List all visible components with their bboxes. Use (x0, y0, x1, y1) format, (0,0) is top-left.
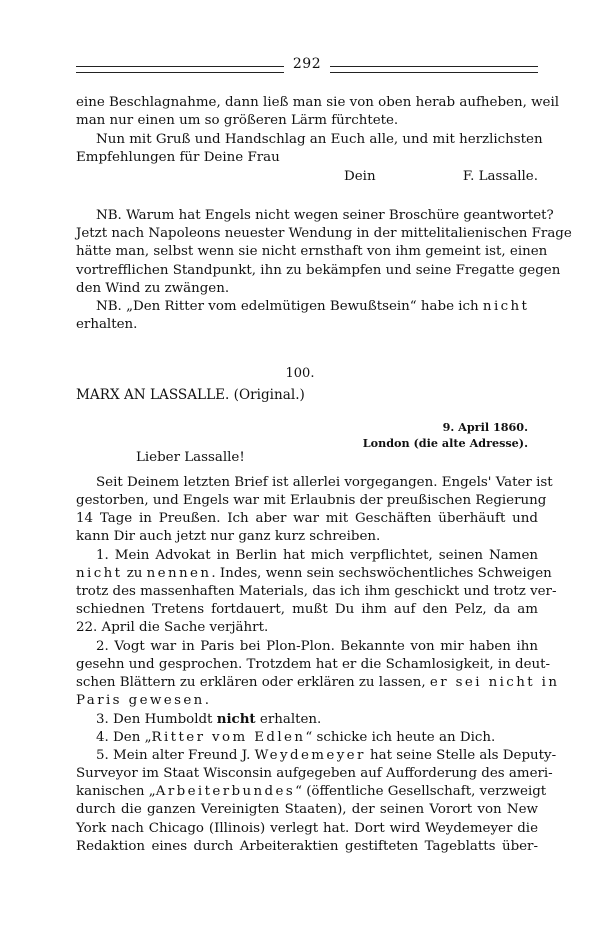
page-number: 292 (292, 56, 322, 72)
text-line: York nach Chicago (Illinois) verlegt hat. Dort wird Weydemeyer die (76, 821, 538, 836)
letter-date: 9. April 1860. (442, 420, 528, 434)
text-line: NB. Warum hat Engels nicht wegen seiner Broschüre geantwortet? (96, 208, 554, 223)
closing-dein: Dein (344, 169, 376, 184)
text-line: Redaktion eines durch Arbeiteraktien gestifteten Tageblatts über- (76, 839, 538, 854)
signature: F. Lassalle. (462, 169, 538, 184)
spaced-phrase: Ritter vom Edlen (151, 730, 306, 745)
letter-place: London (die alte Adresse). (362, 436, 528, 450)
text-line: kanischen „Arbeiterbundes“ (öffentliche Gesellschaft, verzweigt (76, 784, 547, 799)
spaced-phrase: Paris gewesen. (76, 693, 212, 708)
text-line: Jetzt nach Napoleons neuester Wendung in der mittelitalienischen Frage (76, 226, 572, 241)
text-line: trotz des massenhaften Materials, das ich ihm geschickt und trotz ver- (76, 584, 557, 599)
letter-title: MARX AN LASSALLE. (Original.) (76, 387, 305, 403)
text-line: 5. Mein alter Freund J. Weydemeyer hat seine Stelle als Deputy- (96, 748, 557, 763)
spaced-word: nicht (482, 299, 530, 314)
text-line: 14 Tage in Preußen. Ich aber war mit Geschäften überhäuft und (76, 511, 538, 526)
text-line: eine Beschlagnahme, dann ließ man sie von oben herab aufheben, weil (76, 95, 560, 110)
spaced-word: Weydemeyer (254, 748, 366, 763)
text-line: hätte man, selbst wenn sie nicht ernsthaft von ihm gemeint ist, einen (76, 244, 548, 259)
text-line: gesehn und gesprochen. Trotzdem hat er die Schamlosigkeit, in deut- (76, 657, 551, 672)
text-line: Surveyor im Staat Wisconsin aufgegeben auf Aufforderung des ameri- (76, 766, 553, 781)
text-line: Nun mit Gruß und Handschlag an Euch alle, und mit herzlichsten (96, 132, 543, 147)
text-line: man nur einen um so größeren Lärm fürchtete. (76, 113, 399, 128)
header-rule-right (330, 66, 538, 73)
text-line: schen Blättern zu erklären oder erklären zu lassen, er sei nicht in (76, 675, 560, 690)
text-line: durch die ganzen Vereinigten Staaten), der seinen Vorort von New (76, 802, 538, 817)
text-line (76, 692, 538, 710)
text-line: Seit Deinem letzten Brief ist allerlei vorgegangen. Engels' Vater ist (96, 475, 553, 490)
spaced-word: nennen (146, 566, 212, 581)
spaced-phrase: er sei nicht in (429, 675, 560, 690)
text-line: vortrefflichen Standpunkt, ihn zu bekämpfen und seine Fregatte gegen (76, 263, 561, 278)
text-line: 2. Vogt war in Paris bei Plon-Plon. Bekannte von mir haben ihn (96, 639, 538, 654)
salutation: Lieber Lassalle! (136, 450, 245, 465)
text-line: gestorben, und Engels war mit Erlaubnis der preußischen Regierung (76, 493, 547, 508)
text-line: nicht zu nennen. Indes, wenn sein sechswöchentliches Schweigen (76, 566, 552, 581)
text-line: 22. April die Sache verjährt. (76, 620, 269, 635)
text-line: 3. Den Humboldt nicht erhalten. (96, 711, 322, 727)
header-rule-left (76, 66, 284, 73)
text-line: erhalten. (76, 317, 138, 332)
spaced-word: Arbeiterbundes (155, 784, 296, 799)
text-line: schiednen Tretens fortdauert, mußt Du ihm auf den Pelz, da am (76, 602, 538, 617)
text-line: den Wind zu zwängen. (76, 281, 230, 296)
section-number: 100. (285, 366, 315, 381)
text-line: NB. „Den Ritter vom edelmütigen Bewußtsein“ habe ich nicht (96, 299, 530, 314)
text-line: kann Dir auch jetzt nur ganz kurz schreiben. (76, 529, 381, 544)
text-line: 1. Mein Advokat in Berlin hat mich verpflichtet, seinen Namen (96, 548, 538, 563)
text-line: Empfehlungen für Deine Frau (76, 150, 280, 165)
text-line: 4. Den „Ritter vom Edlen“ schicke ich heute an Dich. (96, 730, 496, 745)
